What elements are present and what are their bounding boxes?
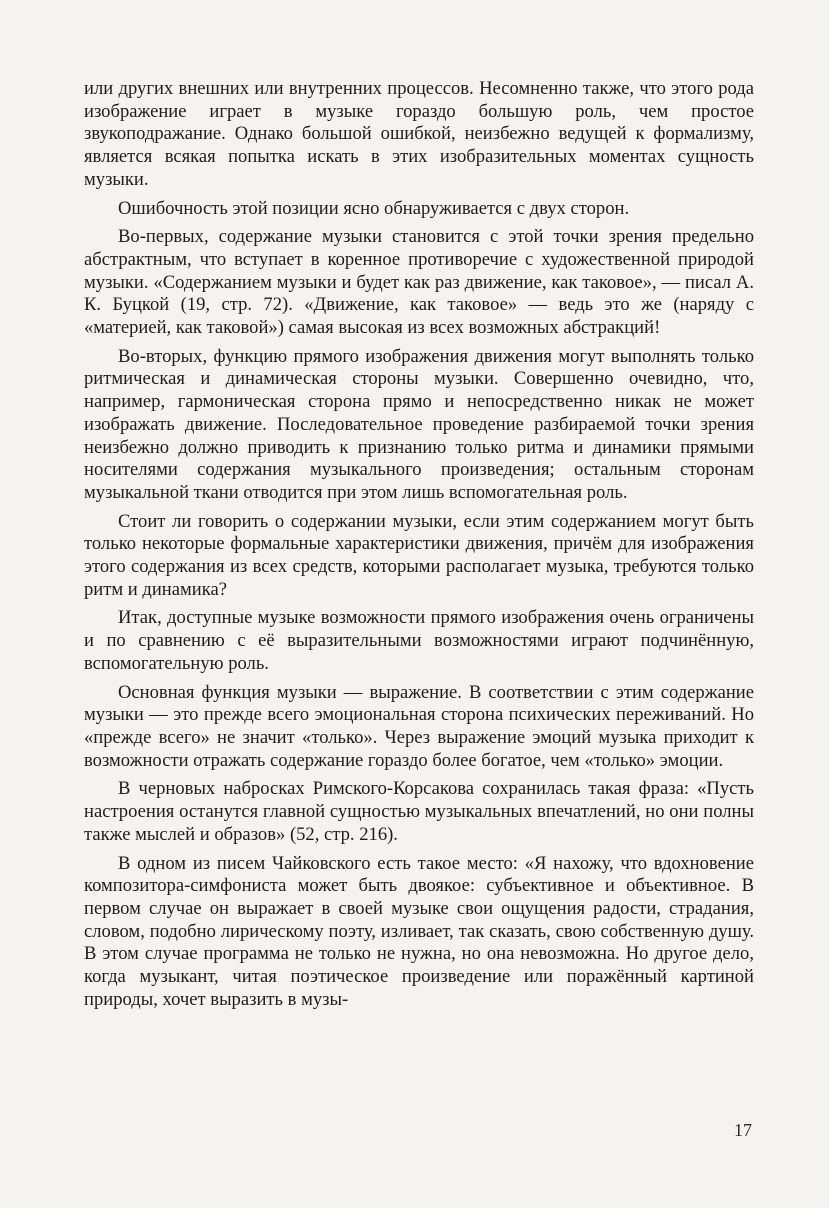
paragraph-8: В черновых набросках Римского-Корсакова сохранилась такая фраза: «Пусть настроения останутся главной сущностью музыкальных впечатлений, но они полны также мыслей и образов» (52, стр. 216). bbox=[84, 778, 754, 845]
paragraph-3: Во-первых, содержание музыки становится с этой точки зрения предельно абстрактным, что вступает в коренное противоречие с художественной природой музыки. «Содержанием музыки и будет как раз движение, как таковое», — писал А. К. Буцкой (19, стр. 72). «Движение, как таковое» — ведь это же (наряду с «материей, как таковой») самая высокая из всех возможных абстракций! bbox=[84, 226, 754, 339]
paragraph-2: Ошибочность этой позиции ясно обнаруживается с двух сторон. bbox=[118, 197, 630, 219]
page-number: 17 bbox=[734, 1120, 752, 1140]
paragraph-6: Итак, доступные музыке возможности прямого изображения очень ограничены и по сравнению с её выразительными возможностями играют подчинённую, вспомогательную роль. bbox=[84, 607, 754, 674]
paragraph-7: Основная функция музыки — выражение. В соответствии с этим содержание музыки — это прежде всего эмоциональная сторона психических переживаний. Но «прежде всего» не значит «только». Через выражение эмоций музыка приходит к возможности отражать содержание гораздо более богатое, чем «только» эмоции. bbox=[84, 681, 754, 771]
paragraph-9: В одном из писем Чайковского есть такое место: «Я нахожу, что вдохновение композитора-симфониста может быть двоякое: субъективное и объективное. В первом случае он выражает в своей музыке свои ощущения радости, страдания, словом, подобно лирическому поэту, изливает, так сказать, свою собственную душу. В этом случае программа не только не нужна, но она невозможна. Но другое дело, когда музыкант, читая поэтическое произведение или поражённый картиной природы, хочет выразить в музы- bbox=[84, 852, 754, 1010]
paragraph-1: или других внешних или внутренних процессов. Несомненно также, что этого рода изображение играет в музыке гораздо большую роль, чем простое звукоподражание. Однако большой ошибкой, неизбежно ведущей к формализму, является всякая попытка искать в этих изобразительных моментах сущность музыки. bbox=[84, 78, 754, 190]
paragraph-4: Во-вторых, функцию прямого изображения движения могут выполнять только ритмическая и динамическая стороны музыки. Совершенно очевидно, что, например, гармоническая сторона прямо и непосредственно никак не может изображать движение. Последовательное проведение разбираемой точки зрения неизбежно должно приводить к признанию только ритма и динамики прямыми носителями содержания музыкального произведения; остальным сторонам музыкальной ткани отводится при этом лишь вспомогательная роль. bbox=[84, 345, 754, 503]
page-body bbox=[84, 78, 754, 1138]
paragraph-5: Стоит ли говорить о содержании музыки, если этим содержанием могут быть только некоторые формальные характеристики движения, причём для изображения этого содержания из всех средств, которыми располагает музыка, требуются только ритм и динамика? bbox=[84, 510, 754, 600]
